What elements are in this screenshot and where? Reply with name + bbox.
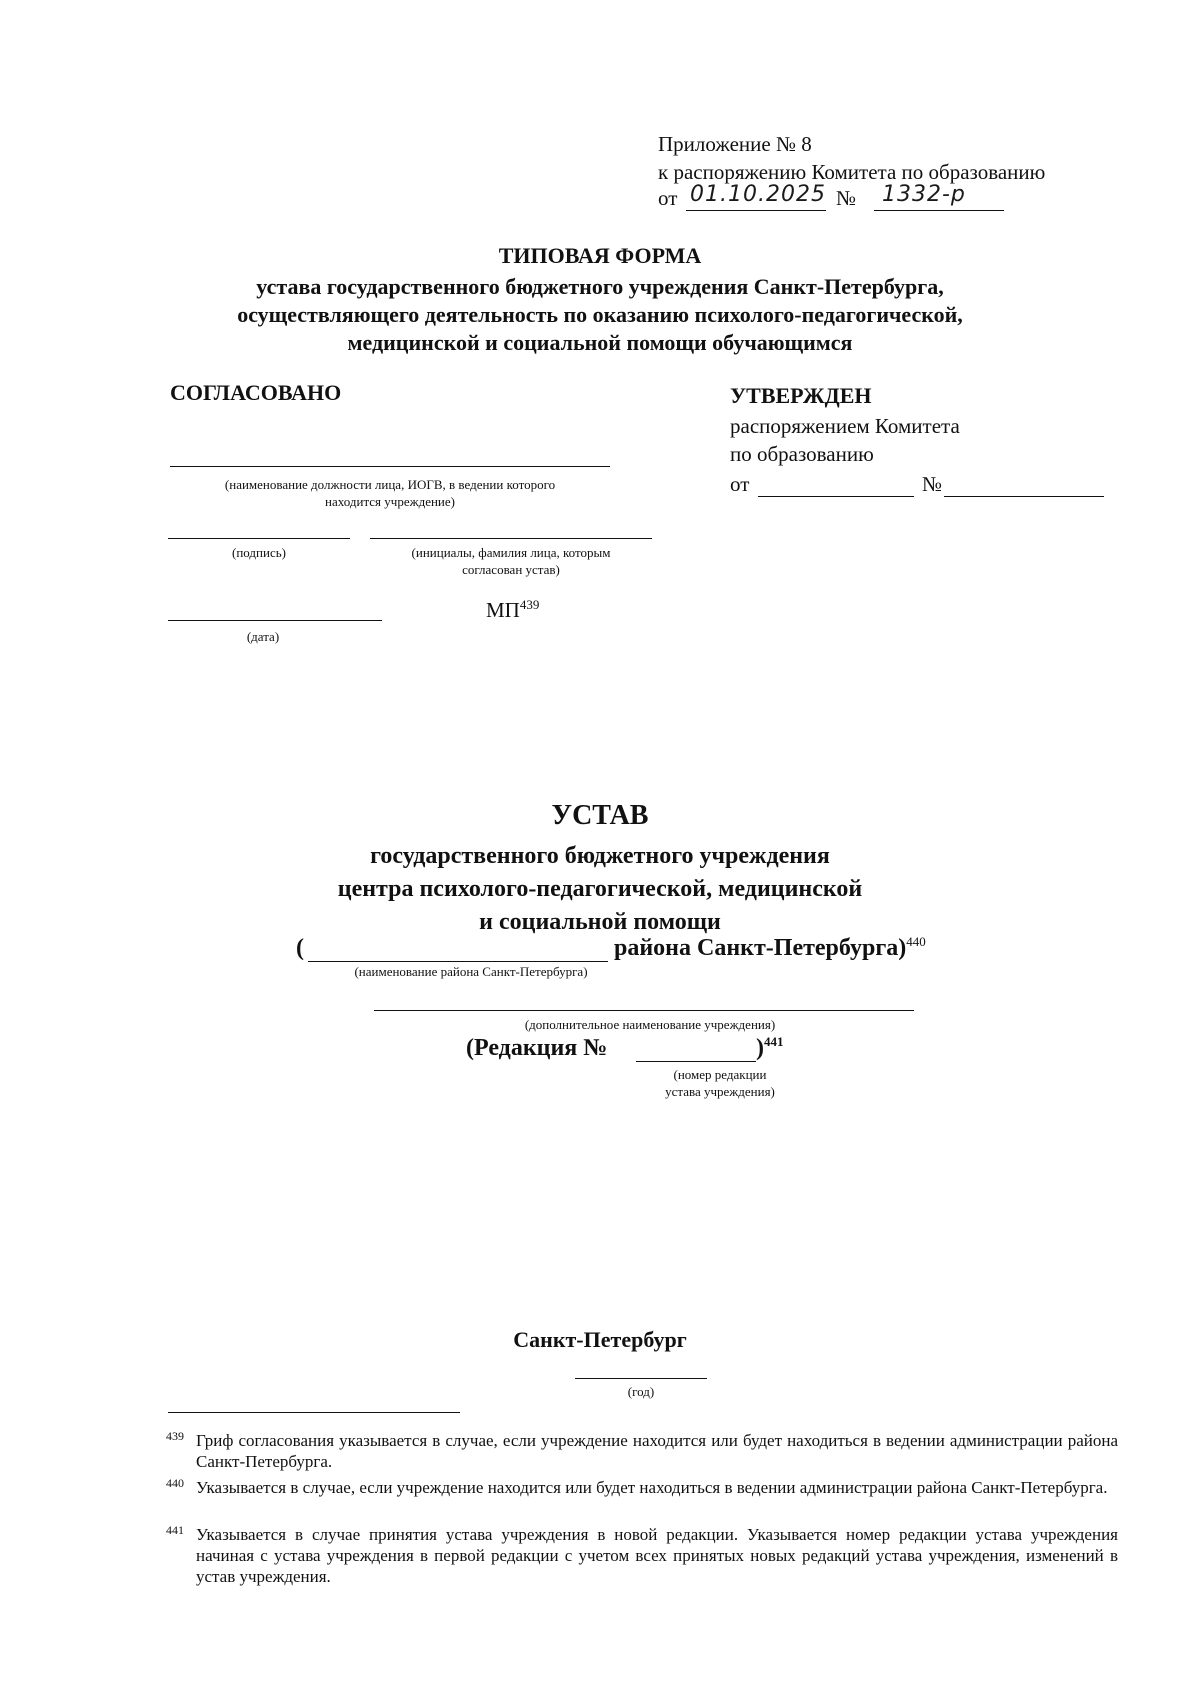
agreed-title: СОГЛАСОВАНО — [170, 380, 342, 405]
order-number-line — [874, 210, 1004, 211]
initials-caption — [366, 544, 656, 578]
position-caption-line1: (наименование должности лица, ИОГВ, в ведении которого — [224, 477, 556, 492]
approved-from-label: от — [730, 472, 750, 496]
stamp-footnote-ref: 439 — [519, 597, 540, 612]
footnote-number: 440 — [166, 1476, 184, 1490]
approved-date-line — [758, 496, 914, 497]
initials-line — [370, 538, 652, 539]
charter-title: УСТАВ — [551, 800, 649, 831]
footnote-439 — [168, 1430, 1118, 1472]
approved-num-label: № — [922, 472, 943, 496]
additional-name-line — [374, 1010, 914, 1011]
agreed-date-caption: (дата) — [246, 629, 280, 644]
agreed-position-caption — [170, 476, 610, 510]
year-caption: (год) — [627, 1384, 655, 1399]
footnote-text: Указывается в случае, если учреждение находится или будет находиться в ведении администрации района Санкт-Петербурга. — [196, 1478, 1108, 1497]
district-label: района Санкт-Петербурга) — [614, 935, 907, 961]
order-date-handwritten: 01.10.2025 — [690, 182, 826, 207]
footnote-number: 439 — [166, 1429, 184, 1443]
edition-label: (Редакция № — [466, 1035, 608, 1061]
footnote-text: Указывается в случае принятия устава учреждения в новой редакции. Указывается номер редакции устава учреждения начиная с устава учреждения в первой редакции с учетом всех принятых новых редакций устава учреждения, изменений в устав учреждения. — [196, 1525, 1118, 1586]
edition-number-line — [636, 1061, 756, 1062]
form-title-line4: медицинской и социальной помощи обучающимся — [347, 330, 853, 355]
district-text — [614, 935, 926, 962]
approved-block — [730, 382, 1120, 468]
approved-line1: распоряжением Комитета — [730, 414, 960, 438]
approved-line2: по образованию — [730, 442, 874, 466]
edition-caption-line1: (номер редакции — [673, 1067, 767, 1082]
order-from-label: от — [658, 186, 678, 210]
form-title-line3: осуществляющего деятельность по оказанию психолого-педагогической, — [237, 302, 963, 327]
form-title-line2: устава государственного бюджетного учреждения Санкт-Петербурга, — [256, 274, 944, 299]
appendix-label: Приложение № 8 — [658, 132, 812, 156]
order-date-line — [686, 210, 826, 211]
order-num-label: № — [836, 186, 857, 210]
footnote-440 — [168, 1477, 1118, 1498]
signature-line — [168, 538, 350, 539]
charter-line2: центра психолого-педагогической, медицинской — [337, 876, 863, 902]
approved-number-line — [944, 496, 1104, 497]
edition-caption — [620, 1066, 820, 1100]
footnote-text: Гриф согласования указывается в случае, если учреждение находится или будет находиться в ведении администрации района Санкт-Петербурга. — [196, 1431, 1118, 1471]
charter-line3: и социальной помощи — [479, 909, 721, 935]
stamp-label: МП — [486, 598, 520, 622]
edition-row — [466, 1035, 846, 1069]
city-name: Санкт-Петербург — [513, 1327, 687, 1352]
edition-close — [756, 1035, 784, 1062]
year-line — [575, 1378, 707, 1379]
form-title-main: ТИПОВАЯ ФОРМА — [498, 243, 702, 268]
initials-caption-line1: (инициалы, фамилия лица, которым — [411, 545, 611, 560]
footnote-441 — [168, 1524, 1118, 1587]
district-caption: (наименование района Санкт-Петербурга) — [354, 964, 588, 979]
charter-name — [0, 840, 1200, 939]
order-number-handwritten: 1332-р — [882, 182, 966, 207]
district-name-line — [308, 961, 608, 962]
footnote-number: 441 — [166, 1523, 184, 1537]
agreed-position-line — [170, 466, 610, 467]
footnote-separator — [168, 1412, 460, 1413]
edition-caption-line2: устава учреждения) — [665, 1084, 775, 1099]
appendix-header — [658, 130, 1045, 186]
edition-footnote-ref: 441 — [764, 1034, 784, 1049]
edition-close-paren: ) — [756, 1035, 764, 1061]
approved-title: УТВЕРЖДЕН — [730, 383, 872, 408]
district-open-paren: ( — [296, 935, 304, 961]
district-footnote-ref: 440 — [906, 934, 926, 949]
order-reference: к распоряжению Комитета по образованию — [658, 160, 1046, 184]
form-title — [0, 242, 1200, 357]
order-date-row — [658, 182, 1118, 214]
initials-caption-line2: согласован устав) — [462, 562, 560, 577]
charter-line1: государственного бюджетного учреждения — [370, 843, 830, 869]
signature-caption: (подпись) — [232, 545, 286, 560]
additional-name-caption: (дополнительное наименование учреждения) — [524, 1017, 776, 1032]
stamp-mark — [486, 598, 539, 623]
position-caption-line2: находится учреждение) — [325, 494, 455, 509]
agreed-date-line — [168, 620, 382, 621]
approved-date-row — [730, 472, 1120, 500]
